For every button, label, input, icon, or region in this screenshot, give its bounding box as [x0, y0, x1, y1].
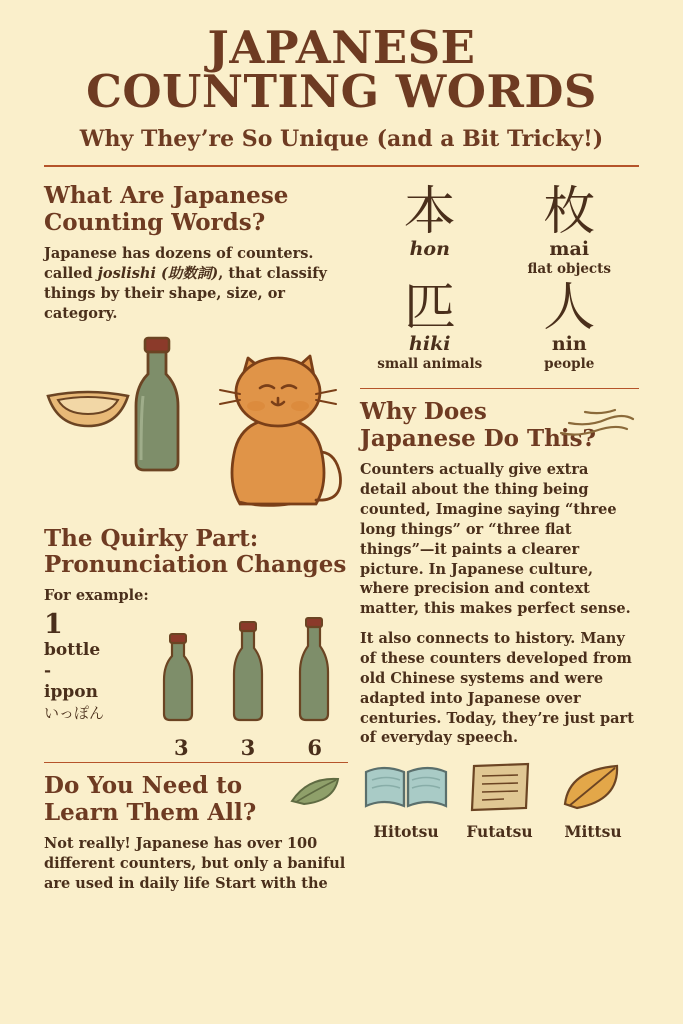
why-heading-line-1: Why Does	[360, 398, 487, 426]
why-heading-line-2: Japanese Do This?	[360, 424, 597, 452]
object-label-hitotsu: Hitotsu	[373, 822, 439, 842]
what-are-body-italic: joslishi (助数詞)	[97, 264, 219, 282]
object-label-futatsu: Futatsu	[466, 822, 533, 842]
what-are-body-part-2: called	[44, 264, 98, 282]
romaji-hiki: hiki	[409, 333, 451, 356]
quirky-heading	[44, 526, 348, 579]
learn-heading-line-1: Do You Need to	[44, 772, 243, 800]
learn-section	[44, 773, 348, 893]
quirky-heading-line-1: The Quirky Part:	[44, 524, 259, 552]
object-hitotsu	[360, 758, 452, 841]
pronunciation-example	[44, 609, 348, 761]
right-column	[360, 183, 639, 904]
counter-kanji-grid	[360, 182, 639, 373]
object-counter-row	[360, 758, 639, 841]
quirky-example-label: For example:	[44, 587, 149, 605]
what-are-body-part-3: , that classify things by their shape, size, or category.	[44, 264, 327, 322]
bottle-row-svg	[148, 610, 348, 728]
bottle-count-1: 3	[174, 735, 189, 761]
header-divider	[44, 165, 639, 167]
cloud-swirl-icon	[555, 403, 637, 448]
pronunciation-word-line-3: ippon	[44, 682, 98, 703]
why-paragraph-2: It also connects to history. Many of these counters developed from old Chinese systems and were adapted into Japanese over centuries. Today, they’re just part of everyday speech.	[360, 630, 634, 747]
page-title	[44, 21, 639, 119]
what-are-body	[44, 244, 348, 323]
page-title-line-1: JAPANESE	[207, 21, 476, 74]
what-are-heading-line-2: Counting Words?	[44, 208, 266, 236]
learn-heading-line-2: Learn Them All?	[44, 798, 257, 826]
counter-cell-hiki	[360, 277, 500, 373]
content-columns	[44, 183, 639, 904]
romaji-hon: hon	[409, 237, 450, 260]
bottle-icon-small-3	[300, 618, 328, 720]
object-mittsu	[547, 758, 639, 841]
learn-body: Not really! Japanese has over 100 different counters, but only a baniful are used in daily life Start with the	[44, 835, 346, 892]
kanji-mai: 枚	[543, 182, 596, 243]
bottle-row-illustration	[148, 610, 348, 761]
kanji-hiki: 匹	[403, 277, 456, 338]
scene-svg	[44, 334, 352, 524]
page-subtitle: Why They’re So Unique (and a Bit Tricky!)	[79, 126, 604, 153]
bowl-icon	[48, 392, 128, 426]
pronunciation-text	[44, 610, 148, 750]
kanji-hon: 本	[403, 182, 456, 243]
bottle-count-row	[148, 735, 348, 760]
what-are-body-part-1: Japanese has dozens of counters.	[44, 245, 314, 263]
bottle-count-2: 3	[240, 735, 256, 761]
right-column-divider	[360, 388, 639, 389]
bottle-count-3: 6	[307, 735, 322, 761]
bottle-icon-small-2	[234, 622, 262, 720]
counter-cell-nin	[500, 277, 640, 373]
open-book-icon	[360, 758, 452, 814]
counter-cell-mai	[500, 182, 640, 277]
romaji-mai: mai	[549, 237, 590, 260]
pronunciation-word-line-1: bottle	[44, 639, 101, 660]
gloss-hiki: small animals	[377, 356, 483, 373]
object-label-mittsu: Mittsu	[564, 822, 622, 842]
pronunciation-word-line-2: -	[44, 661, 52, 682]
pronunciation-kana: いっぽん	[44, 703, 105, 722]
romaji-nin: nin	[551, 333, 587, 356]
why-paragraph-1: Counters actually give extra detail about the thing being counted, Imagine saying “three long things” or “three flat things”—it paints a clearer picture. In Japanese culture, where precision and context matter, this makes perfect sense.	[360, 461, 631, 618]
leaf-icon	[547, 758, 639, 814]
cat-illustration	[220, 356, 341, 506]
gloss-nin: people	[544, 356, 595, 373]
object-futatsu	[454, 758, 546, 841]
page-title-line-2: COUNTING WORDS	[86, 65, 597, 119]
quirky-heading-line-2: Pronunciation Changes	[44, 550, 347, 578]
why-section	[360, 399, 639, 452]
what-are-heading-line-1: What Are Japanese	[44, 182, 289, 210]
illustration-bowl-bottle-cat	[44, 334, 348, 524]
counter-cell-hon	[360, 182, 500, 277]
bottle-icon-small-1	[164, 634, 192, 720]
leaf-icon	[288, 775, 342, 812]
paper-sheet-icon	[454, 758, 546, 814]
gloss-mai: flat objects	[527, 260, 611, 277]
left-column-divider	[44, 762, 348, 763]
bottle-icon	[136, 338, 178, 470]
left-column	[44, 183, 348, 904]
kanji-nin: 人	[543, 277, 596, 338]
pronunciation-number: 1	[44, 609, 63, 641]
what-are-heading	[44, 183, 348, 236]
